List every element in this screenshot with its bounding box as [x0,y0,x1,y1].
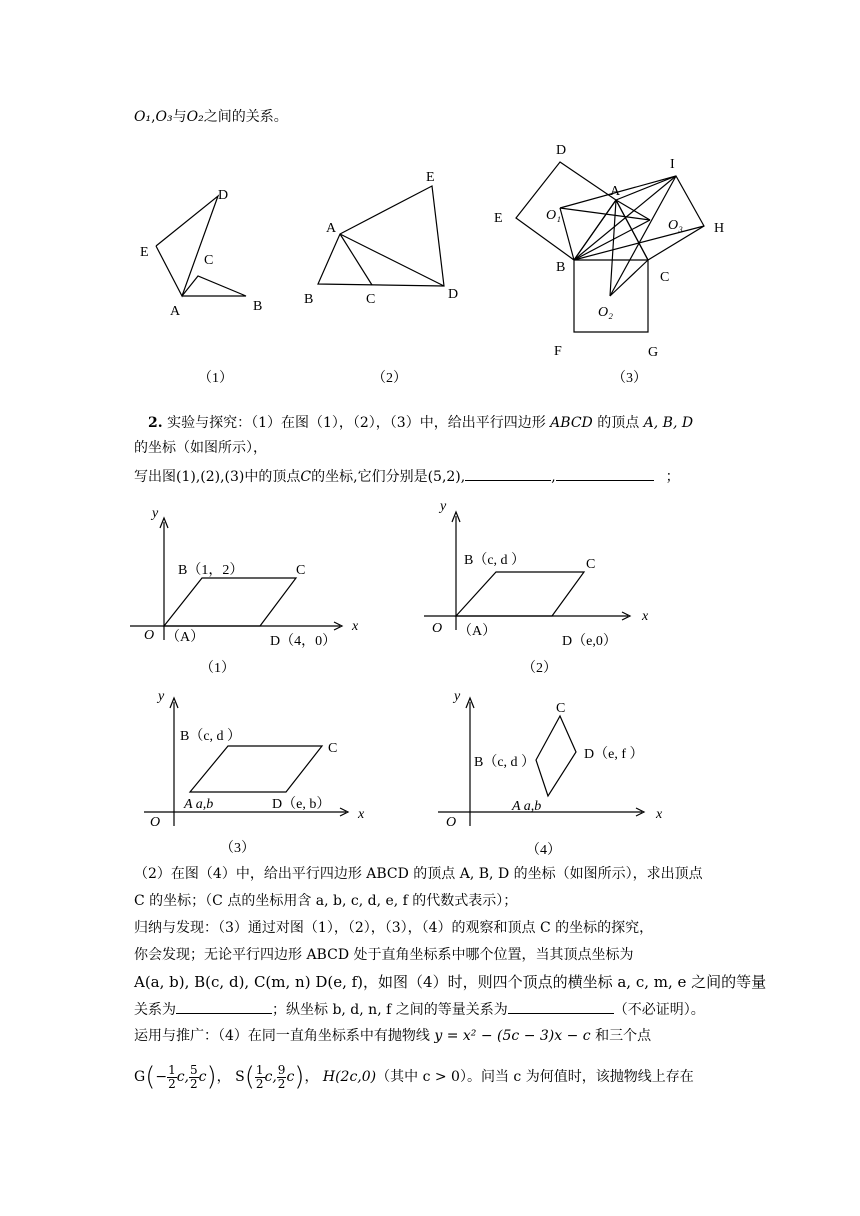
s-c1: c, [264,1069,277,1085]
f4-O: O [446,815,457,830]
fig1-C: C [204,253,214,268]
sep: , [151,109,156,125]
f2-B: B（c, d ） [464,553,526,568]
comma1: ， [216,1069,231,1085]
f1-D: D（4，0） [270,634,337,649]
f3-O: O [150,815,161,830]
problem2-line3 [134,466,680,487]
p4-parabola: y = x² − (5c − 3)x − c [434,1028,591,1044]
fig3-A: A [610,184,621,199]
figure-1 [156,196,246,296]
p2-l3b: 的坐标,它们分别是(5,2), [311,469,466,485]
p4-l1a: 运用与推广：（4）在同一直角坐标系中有抛物线 [134,1028,435,1044]
fig1-D: D [218,188,229,203]
f3-C: C [328,741,338,756]
part3-line1: 归纳与发现：（3）通过对图（1），（2），（3），（4）的观察和顶点 C 的坐标的探究， [134,920,654,936]
f2-x: x [642,609,649,624]
p2-l1a: 实验与探究：（1）在图（1），（2），（3）中，给出平行四边形 [162,415,551,431]
problem-number: 2. [148,415,163,431]
g-close-paren: ) [206,1062,217,1092]
part4-line1 [134,1026,651,1046]
f1-B: B（1，2） [178,563,244,578]
fig2-A: A [326,221,337,236]
f3-A: A a,b [184,797,214,812]
problem2-line2: 的坐标（如图所示）， [134,440,267,456]
p2-abd: A, B, D [643,415,694,431]
point-h: H(2c,0) [322,1069,377,1085]
f2-A: （A） [458,624,497,639]
fig2-B: B [304,292,314,307]
g-c1: c, [176,1069,190,1085]
f2-caption: （2） [522,661,557,676]
point-s: S [235,1069,245,1085]
fig1-A: A [170,304,181,319]
fig3-D: D [556,143,567,158]
s-close-paren: ) [294,1062,305,1092]
p2-l1b: 的顶点 [592,415,644,431]
fig2-E: E [426,170,435,185]
part3-line4 [134,999,705,1020]
f3-B: B（c, d ） [180,729,242,744]
point-g: G [134,1069,146,1085]
p4-rest: （其中 c > 0）。问当 c 为何值时，该抛物线上存在 [376,1069,694,1085]
f4-A: A a,b [512,799,542,814]
f4-C: C [556,701,566,716]
s-frac-1: $\frac{1}{2}$ [255,1062,264,1091]
fig3-O3: O₃ [668,218,683,233]
fig3-B: B [556,260,566,275]
f3-x: x [358,807,365,822]
with-text: 与 [172,109,187,125]
f1-y: y [152,506,159,521]
f4-D: D（e, f ） [584,747,644,762]
p3-l4c: （不必证明）。 [613,1002,705,1018]
g-c2: c [198,1069,207,1085]
o2-label: O₂ [186,109,204,125]
part2-line2: C 的坐标；（C 点的坐标用含 a, b, c, d, e, f 的代数式表示）； [134,893,518,909]
f2-y: y [440,499,447,514]
p2-c: C [300,469,312,485]
part4-line2 [134,1052,694,1102]
fig2-D: D [448,287,459,302]
fig3-caption: （3） [612,371,647,386]
p3-l4a: 关系为 [134,1002,176,1018]
f1-x: x [352,619,359,634]
comma2: ， [304,1069,319,1085]
p3-l4b: ；纵坐标 b, d, n, f 之间的等量关系为 [272,1002,508,1018]
part3-line3: A(a, b), B(c, d), C(m, n) D(e, f)，如图（4）时，则四个顶点的横坐标 a, c, m, e 之间的等量 [134,973,767,991]
f4-B: B（c, d ） [474,755,536,770]
fig3-C: C [660,270,670,285]
g-frac-1: $\frac{1}{2}$ [168,1062,176,1091]
coord-fig-2 [424,512,630,630]
fig2-caption: （2） [372,371,407,386]
top-line-rest: 之间的关系。 [203,109,288,125]
fig1-B: B [253,299,263,314]
s-open-paren: ( [244,1062,255,1092]
p2-abcd: ABCD [550,415,593,431]
f2-O: O [432,621,443,636]
fig1-E: E [140,245,149,260]
fig3-O2: O₂ [598,305,613,320]
answer-blank-1[interactable] [465,466,551,481]
f2-D: D（e,0） [562,634,617,649]
f4-y: y [454,689,461,704]
g-minus: − [155,1069,168,1085]
fig3-G: G [648,345,659,360]
f1-O: O [144,628,155,643]
s-c2: c [286,1069,295,1085]
f3-y: y [158,689,165,704]
answer-blank-3[interactable] [176,999,272,1014]
fig3-E: E [494,211,503,226]
o1-label: O₁ [134,109,152,125]
g-open-paren: ( [145,1062,156,1092]
coord-fig-1 [130,518,342,640]
f1-C: C [296,563,306,578]
p2-l3d: ； [665,469,680,485]
f3-caption: （3） [220,841,255,856]
f4-caption: （4） [526,843,561,858]
part2-line1: （2）在图（4）中，给出平行四边形 ABCD 的顶点 A, B, D 的坐标（如图所示），求出顶点 [134,866,703,882]
fig3-H: H [714,221,725,236]
fig1-caption: （1） [198,371,233,386]
answer-blank-2[interactable] [556,466,654,481]
o3-label: O₃ [155,109,173,125]
s-frac-2: $\frac{9}{2}$ [277,1062,286,1091]
fig2-C: C [366,292,376,307]
fig3-I: I [670,157,675,172]
f3-D: D（e, b） [272,797,331,812]
p4-l1c: 和三个点 [590,1028,652,1044]
g-frac-2: $\frac{5}{2}$ [190,1062,198,1091]
f1-A: （A） [166,630,205,645]
p2-l3a: 写出图(1),(2),(3)中的顶点 [134,469,301,485]
figure-2 [318,186,444,286]
f1-caption: （1） [200,661,235,676]
f2-C: C [586,557,596,572]
fig3-O1: O₁ [546,208,561,223]
f4-x: x [656,807,663,822]
fig3-F: F [554,344,562,359]
p2-l3c: , [551,469,556,485]
answer-blank-4[interactable] [508,999,614,1014]
part3-line2: 你会发现；无论平行四边形 ABCD 处于直角坐标系中哪个位置，当其顶点坐标为 [134,947,634,963]
problem2-line1 [148,413,693,433]
